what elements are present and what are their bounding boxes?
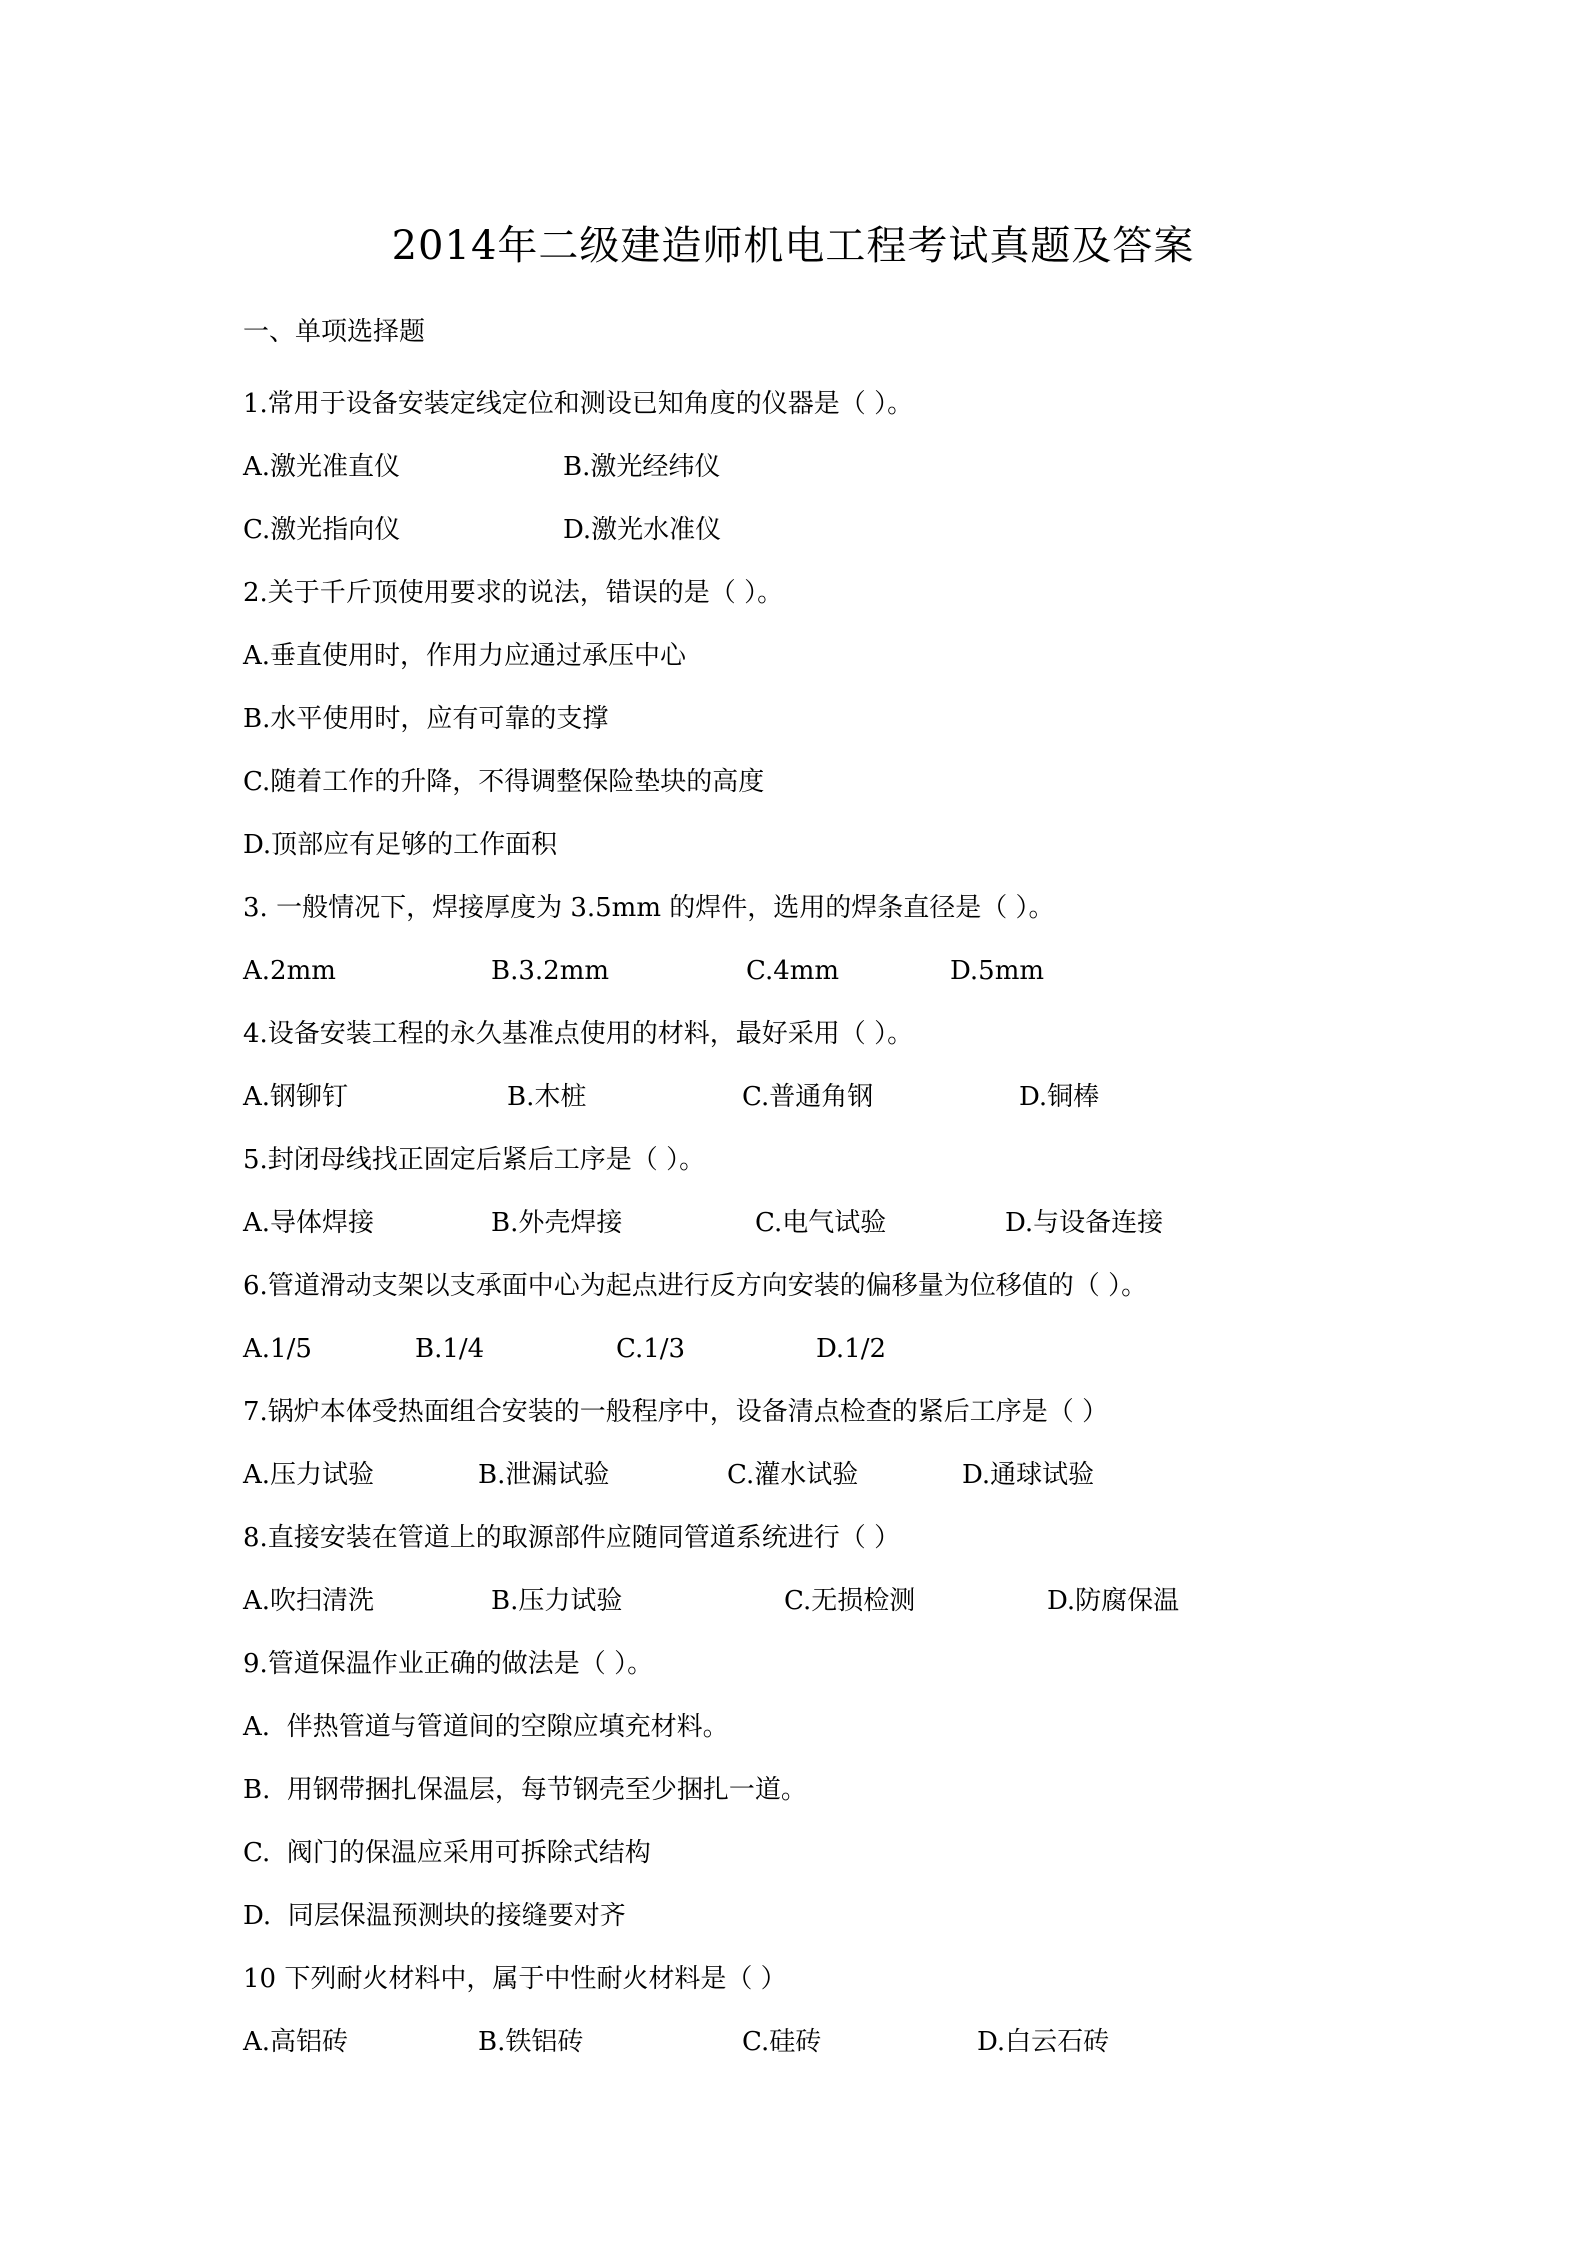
question-1-option-b: B.激光经纬仪 <box>563 452 721 482</box>
question-stem-1: 1.常用于设备安装定线定位和测设已知角度的仪器是（ ）。 <box>243 389 914 419</box>
question-7-option-b: B.泄漏试验 <box>478 1460 610 1490</box>
question-8-option-d: D.防腐保温 <box>1047 1586 1180 1616</box>
question-stem-2: 2.关于千斤顶使用要求的说法，错误的是（ ）。 <box>243 578 784 608</box>
question-2-option-b: B.水平使用时，应有可靠的支撑 <box>243 704 609 734</box>
question-stem-3: 3. 一般情况下，焊接厚度为 3.5mm 的焊件，选用的焊条直径是（ ）。 <box>243 893 1055 923</box>
question-2-option-a: A.垂直使用时，作用力应通过承压中心 <box>243 641 687 671</box>
question-stem-4: 4.设备安装工程的永久基准点使用的材料，最好采用（ ）。 <box>243 1019 914 1049</box>
question-5-option-c: C.电气试验 <box>755 1208 887 1238</box>
question-stem-5: 5.封闭母线找正固定后紧后工序是（ ）。 <box>243 1145 706 1175</box>
question-9-option-d: D. 同层保温预测块的接缝要对齐 <box>243 1901 626 1931</box>
question-stem-6: 6.管道滑动支架以支承面中心为起点进行反方向安装的偏移量为位移值的（ ）。 <box>243 1271 1148 1301</box>
section-heading: 一、单项选择题 <box>243 317 426 347</box>
question-2-option-d: D.顶部应有足够的工作面积 <box>243 830 558 860</box>
question-5-option-b: B.外壳焊接 <box>491 1208 623 1238</box>
question-8-option-b: B.压力试验 <box>491 1586 623 1616</box>
question-4-option-a: A.钢铆钉 <box>243 1082 349 1112</box>
question-10-option-c: C.硅砖 <box>742 2027 822 2057</box>
question-3-option-b: B.3.2mm <box>491 956 610 986</box>
question-6-option-c: C.1/3 <box>616 1334 686 1364</box>
document-title: 2014年二级建造师机电工程考试真题及答案 <box>391 223 1195 269</box>
question-3-option-a: A.2mm <box>243 956 336 986</box>
question-6-option-a: A.1/5 <box>243 1334 312 1364</box>
question-3-option-c: C.4mm <box>746 956 840 986</box>
question-1-option-a: A.激光准直仪 <box>243 452 401 482</box>
question-5-option-d: D.与设备连接 <box>1005 1208 1164 1238</box>
question-6-option-d: D.1/2 <box>816 1334 887 1364</box>
question-9-option-a: A. 伴热管道与管道间的空隙应填充材料。 <box>243 1712 729 1742</box>
question-3-option-d: D.5mm <box>950 956 1045 986</box>
question-4-option-d: D.铜棒 <box>1019 1082 1100 1112</box>
question-4-option-c: C.普通角钢 <box>742 1082 874 1112</box>
question-1-option-d: D.激光水准仪 <box>563 515 722 545</box>
question-6-option-b: B.1/4 <box>415 1334 485 1364</box>
question-9-option-c: C. 阀门的保温应采用可拆除式结构 <box>243 1838 651 1868</box>
question-stem-7: 7.锅炉本体受热面组合安装的一般程序中，设备清点检查的紧后工序是（ ） <box>243 1397 1109 1427</box>
question-stem-8: 8.直接安装在管道上的取源部件应随同管道系统进行（ ） <box>243 1523 901 1553</box>
question-5-option-a: A.导体焊接 <box>243 1208 375 1238</box>
question-8-option-a: A.吹扫清洗 <box>243 1586 375 1616</box>
question-10-option-d: D.白云石砖 <box>977 2027 1110 2057</box>
question-7-option-d: D.通球试验 <box>962 1460 1095 1490</box>
question-10-option-a: A.高铝砖 <box>243 2027 349 2057</box>
question-7-option-a: A.压力试验 <box>243 1460 375 1490</box>
question-stem-9: 9.管道保温作业正确的做法是（ ）。 <box>243 1649 654 1679</box>
question-10-option-b: B.铁铝砖 <box>478 2027 584 2057</box>
question-7-option-c: C.灌水试验 <box>727 1460 859 1490</box>
question-9-option-b: B. 用钢带捆扎保温层，每节钢壳至少捆扎一道。 <box>243 1775 807 1805</box>
question-4-option-b: B.木桩 <box>507 1082 587 1112</box>
question-2-option-c: C.随着工作的升降，不得调整保险垫块的高度 <box>243 767 765 797</box>
question-1-option-c: C.激光指向仪 <box>243 515 401 545</box>
question-stem-10: 10 下列耐火材料中，属于中性耐火材料是（ ） <box>243 1964 787 1994</box>
question-8-option-c: C.无损检测 <box>784 1586 916 1616</box>
